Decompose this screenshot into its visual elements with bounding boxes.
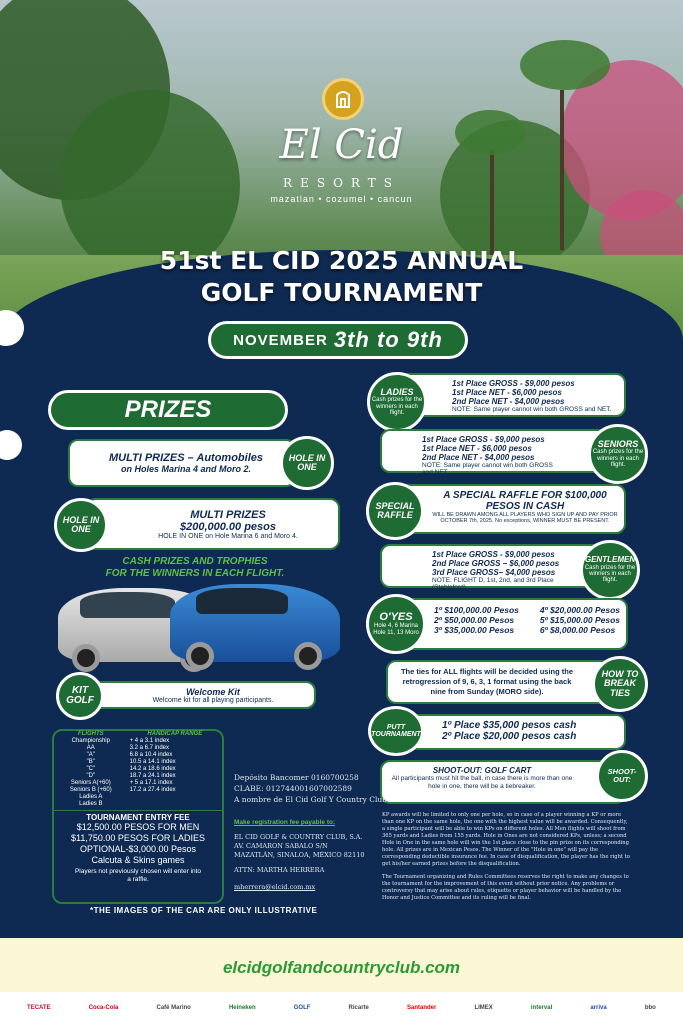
car-disclaimer: *THE IMAGES OF THE CAR ARE ONLY ILLUSTRATIVE bbox=[90, 906, 318, 915]
sponsor-logo: GOLF bbox=[293, 1005, 311, 1011]
cash-trophies-line2: FOR THE WINNERS IN EACH FLIGHT. bbox=[105, 568, 285, 579]
oyes-left-line: 1º $100,000.00 Pesos bbox=[434, 605, 519, 615]
oyes-left-line: 3º $35,000.00 Pesos bbox=[434, 625, 515, 635]
special-raffle-badge: SPECIAL RAFFLE bbox=[366, 482, 424, 540]
seniors-line: 1st Place GROSS - $9,000 pesos bbox=[422, 435, 545, 444]
oyes-box bbox=[392, 598, 628, 650]
rules-paragraph-2: The Tournament organizing and Rules Committees reserves the right to make any changes to the tournament for the improvement of this event without prior notice. Any problems or controversy that may arise about rules, etiquette or player behavior will be handled by the Honor and Justice Committee and its ruling will be final. bbox=[382, 874, 629, 901]
date-range: 3th to 9th bbox=[333, 327, 443, 352]
tiebreak-text: The ties for ALL flights will be decided using the retrogression of 9, 6, 3, 1 format using the back nine from Sunday (MORO side). bbox=[400, 667, 574, 696]
table-row: Seniors B (+60) 17.2 a 27.4 index bbox=[69, 787, 176, 793]
sponsor-logo: Ricarte bbox=[348, 1005, 369, 1011]
sponsor-logo: TECATE bbox=[27, 1005, 51, 1011]
el-cid-logo-icon bbox=[322, 78, 364, 120]
ladies-badge-sub: Cash prizes for the winners in each flight. bbox=[371, 397, 423, 416]
oyes-right-line: 5º $15,000.00 Pesos bbox=[539, 615, 620, 625]
sponsor-logo: interval bbox=[530, 1005, 553, 1011]
sponsor-strip bbox=[0, 992, 683, 1024]
table-row: AA 3.2 a 6.7 index bbox=[86, 745, 169, 751]
gentlemen-badge-sub: Cash prizes for the winners in each flight. bbox=[584, 564, 636, 584]
payable-info bbox=[234, 818, 364, 892]
ladies-note: NOTE: Same player cannot win both GROSS and NET. bbox=[452, 406, 612, 413]
fee-line: OPTIONAL-$3,000.00 Pesos bbox=[79, 844, 197, 854]
oyes-badge-sub: Hole 4, 6 Marina Hole 11, 13 Moro bbox=[373, 623, 419, 636]
sponsor-logo: Santander bbox=[406, 1005, 437, 1011]
multi-prize-cash-line3: HOLE IN ONE on Hole Marina 6 and Moro 4. bbox=[158, 532, 298, 540]
multi-prize-cash-line1: MULTI PRIZES bbox=[190, 508, 266, 521]
gentlemen-line: 2nd Place GROSS – $6,000 pesos bbox=[432, 559, 560, 568]
oyes-badge bbox=[366, 594, 426, 654]
flights-table bbox=[54, 731, 222, 808]
date-pill bbox=[208, 321, 468, 359]
flights-panel bbox=[52, 729, 224, 904]
seniors-line: 2nd Place NET - $4,000 pesos bbox=[422, 453, 535, 462]
shootout-box bbox=[380, 760, 626, 804]
oyes-left-line: 2º $50,000.00 Pesos bbox=[434, 615, 515, 625]
brand-cities: mazatlan • cozumel • cancun bbox=[270, 194, 413, 204]
title-line1: 51st EL CID 2025 ANNUAL bbox=[159, 246, 524, 275]
raffle-line2: PESOS IN CASH bbox=[485, 501, 565, 512]
payable-addr2: AV. CAMARON SABALO S/N bbox=[234, 842, 328, 850]
kit-golf-badge: KIT GOLF bbox=[56, 672, 104, 720]
bank-clabe: CLABE: 012744001607002589 bbox=[234, 784, 352, 793]
gentlemen-badge bbox=[580, 540, 640, 600]
gentlemen-line: 3rd Place GROSS– $4,000 pesos bbox=[432, 568, 556, 577]
oyes-right-line: 4º $20,000.00 Pesos bbox=[539, 605, 620, 615]
seniors-note: NOTE: Same player cannot win both GROSS and NET. bbox=[422, 462, 553, 476]
table-row: Ladies B bbox=[79, 801, 103, 807]
date-month: NOVEMBER bbox=[233, 331, 328, 349]
seniors-badge-sub: Cash prizes for the winners in each flight. bbox=[592, 449, 644, 468]
kit-title: Welcome Kit bbox=[186, 686, 240, 697]
sponsor-logo: arriva bbox=[590, 1005, 607, 1011]
hole-in-one-badge-2: HOLE IN ONE bbox=[54, 498, 108, 552]
ladies-line: 1st Place GROSS - $9,000 pesos bbox=[452, 379, 575, 388]
shootout-badge: SHOOT-OUT: bbox=[596, 750, 648, 802]
table-row: "C" 14.2 a 18.6 index bbox=[86, 766, 176, 772]
ladies-badge bbox=[367, 372, 427, 432]
raffle-line1: A SPECIAL RAFFLE FOR $100,000 bbox=[443, 490, 607, 501]
flights-header-right: HANDICAP RANGE bbox=[147, 731, 203, 737]
website-link[interactable]: elcidgolfandcountryclub.com bbox=[222, 958, 461, 977]
entry-fee-title: TOURNAMENT ENTRY FEE bbox=[86, 813, 190, 822]
multi-prize-auto-line1: MULTI PRIZES – Automobiles bbox=[108, 452, 263, 464]
flights-header-left: FLIGHTS bbox=[77, 731, 104, 737]
cash-trophies-line1: CASH PRIZES AND TROPHIES bbox=[122, 556, 268, 567]
multi-prize-cash-line2: $200,000.00 pesos bbox=[179, 520, 277, 533]
bank-info bbox=[234, 772, 387, 805]
payable-addr3: MAZATLÁN, SINALOA, MÉXICO 82110 bbox=[234, 851, 365, 859]
gentlemen-line: 1st Place GROSS - $9,000 pesos bbox=[432, 550, 555, 559]
rules-text bbox=[382, 812, 632, 902]
title-line2: GOLF TOURNAMENT bbox=[200, 278, 483, 307]
rules-paragraph-1: KP awards will be limited to only one per hole, so in case of a player winning a KP or more than one KP on the same hole, the one with the highest value will be awarded. Consequently, a single participant will be able to win KPs on different holes. All Men flights will shoot from 365 yards and Ladies from 155 yards. Hole in Ones are not considered KPs, unless; a second Hole in One in the same hole will win the 1st place close to the pin prize on its corresponding hole. All prizes are in Mexican Pesos. The Winner of the "Hole in one" will pay the corresponding deductible insurance fee. In case of disqualification, the player has the right to get his/her earned prizes before the disqualification. bbox=[382, 812, 630, 867]
seniors-badge-label: SENIORS bbox=[597, 438, 639, 449]
gentlemen-badge-label: GENTLEMEN bbox=[584, 555, 636, 565]
sponsor-logo: Café Marino bbox=[156, 1005, 191, 1011]
fee-line: Calcuta & Skins games bbox=[91, 855, 185, 865]
seniors-line: 1st Place NET - $6,000 pesos bbox=[422, 444, 532, 453]
raffle-note: WILL BE DRAWN AMONG ALL PLAYERS WHO SIGN UP AND PAY PRIOR OCTOBER 7th, 2025. No exceptions, WINNER MUST BE PRESENT. bbox=[432, 512, 618, 524]
hole-in-one-badge: HOLE IN ONE bbox=[280, 436, 334, 490]
putt-line1: 1º Place $35,000 pesos cash bbox=[442, 720, 577, 731]
oyes-right-line: 6º $8,000.00 Pesos bbox=[539, 625, 616, 635]
kit-box bbox=[80, 681, 316, 709]
payable-title: Make registration fee payable to: bbox=[234, 819, 336, 826]
sponsor-logo: LIMEX bbox=[474, 1005, 493, 1011]
table-row: "D" 18.7 a 24.1 index bbox=[86, 773, 176, 779]
payable-attn: ATTN: MARTHA HERRERA bbox=[234, 866, 325, 874]
tiebreak-box bbox=[386, 660, 618, 704]
sponsor-logo: bbo bbox=[644, 1005, 656, 1011]
putt-tournament-badge: PUTT TOURNAMENT bbox=[368, 706, 424, 756]
fee-line: $11,750.00 PESOS FOR LADIES bbox=[71, 833, 205, 843]
ladies-badge-label: LADIES bbox=[380, 386, 414, 397]
table-row: Championship + 4 a 3.1 index bbox=[71, 738, 170, 744]
bank-account-name: A nombre de El Cid Golf Y Country Club bbox=[234, 795, 387, 804]
putt-line2: 2º Place $20,000 pesos cash bbox=[442, 731, 577, 742]
seniors-badge bbox=[588, 424, 648, 484]
ladies-line: 1st Place NET - $6,000 pesos bbox=[452, 388, 562, 397]
sponsor-logo: Coca-Cola bbox=[88, 1005, 119, 1011]
table-row: "A" 6.8 a 10.4 index bbox=[86, 752, 173, 758]
multi-prize-auto-box bbox=[68, 439, 296, 487]
kit-text: Welcome kit for all playing participants. bbox=[152, 696, 274, 704]
bank-deposit: Depósito Bancomer 0160700258 bbox=[234, 773, 359, 782]
multi-prize-auto-line2: on Holes Marina 4 and Moro 2. bbox=[120, 464, 252, 474]
shootout-text: All participants must hit the ball, in case there is more than one hole in one, there will be a tiebreaker. bbox=[391, 775, 573, 790]
how-to-break-ties-badge: HOW TO BREAK TIES bbox=[592, 656, 648, 712]
sponsor-logo: Heineken bbox=[228, 1005, 256, 1011]
fee-line: $12,500.00 PESOS FOR MEN bbox=[76, 822, 200, 832]
table-row: Ladies A bbox=[79, 794, 103, 800]
multi-prize-cash-box bbox=[86, 498, 340, 550]
brand-name: El Cid bbox=[279, 122, 404, 168]
prizes-heading: PRIZES bbox=[48, 390, 288, 430]
raffle-note-players: Players not previously chosen will enter into a raffle. bbox=[74, 868, 202, 883]
gentlemen-note: NOTE: FLIGHT D, 1st, 2nd, and 3rd Place (Stableford) bbox=[432, 577, 554, 591]
shootout-title: SHOOT-OUT: GOLF CART bbox=[432, 766, 532, 775]
ladies-line: 2nd Place NET - $4,000 pesos bbox=[452, 397, 565, 406]
email-link[interactable]: mherrera@elcid.com.mx bbox=[234, 883, 316, 891]
table-row: Seniors A(+60) + 5 a 17.1 index bbox=[70, 780, 173, 786]
payable-addr1: EL CID GOLF & COUNTRY CLUB, S.A. bbox=[234, 833, 363, 841]
table-row: "B" 10.5 a 14.1 index bbox=[86, 759, 176, 765]
oyes-badge-label: O'YES bbox=[379, 610, 413, 623]
brand-subtitle: RESORTS bbox=[283, 176, 400, 190]
